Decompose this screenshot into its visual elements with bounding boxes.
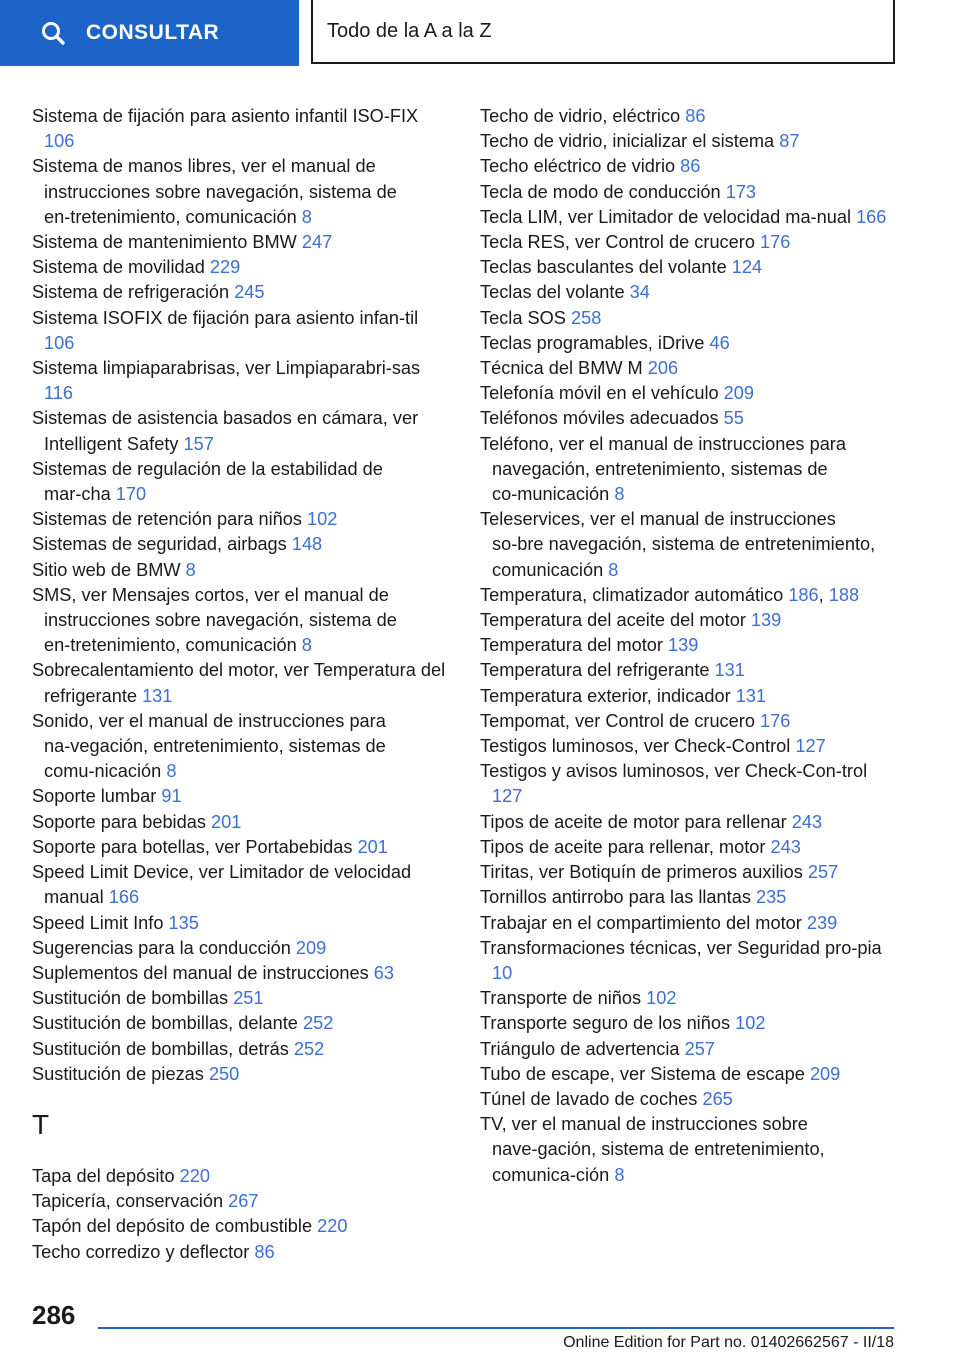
index-entry — [480, 658, 892, 683]
index-term: Sistema de fijación para asiento infantil ISO‑FIX — [32, 106, 419, 126]
index-term: Temperatura del motor — [480, 635, 669, 656]
index-entry — [480, 911, 892, 936]
index-entry — [480, 280, 892, 305]
index-entry — [32, 280, 452, 305]
page-link[interactable]: 186 — [788, 584, 819, 605]
page-link[interactable]: 251 — [233, 988, 264, 1009]
index-entry — [480, 1112, 892, 1188]
index-entry — [32, 911, 452, 936]
index-term: Soporte para botellas, ver Portabebidas — [32, 836, 358, 857]
index-entry — [480, 1062, 892, 1087]
page-link[interactable]: 201 — [357, 836, 388, 857]
page-link[interactable]: 257 — [807, 862, 839, 883]
page-link[interactable]: 131 — [714, 660, 745, 681]
index-entry — [480, 1011, 892, 1036]
index-term: Sistema de refrigeración — [32, 282, 235, 303]
page-link[interactable]: 102 — [735, 1013, 766, 1034]
letter-heading: T — [32, 1108, 50, 1140]
edition-text: Online Edition for Part no. 01402662567 - II/18 — [563, 1334, 894, 1351]
index-term: Transporte seguro de los niños — [480, 1013, 736, 1034]
index-entry — [32, 1214, 452, 1239]
index-term: Telefonía móvil en el vehículo — [480, 383, 724, 404]
page-link[interactable]: 170 — [115, 484, 147, 505]
page-link[interactable]: 157 — [183, 433, 214, 454]
index-term: Tubo de escape, ver Sistema de escape — [480, 1063, 810, 1084]
page-link[interactable]: 245 — [234, 282, 265, 303]
consultar-button[interactable] — [0, 0, 299, 66]
index-term: Teleservices, ver el manual de instrucciones so‑bre navegación, sistema de entretenimiento, comunicación — [480, 509, 876, 580]
page-link[interactable]: 176 — [760, 232, 791, 253]
index-entry — [32, 1240, 452, 1265]
index-term: Teclas basculantes del volante — [480, 257, 732, 278]
index-term: Testigos y avisos luminosos, ver Check‑Con‑trol — [480, 761, 868, 782]
page-link[interactable]: 8 — [301, 635, 312, 656]
index-entry — [32, 1164, 452, 1189]
index-entry — [480, 835, 892, 860]
index-term: Soporte para bebidas — [32, 811, 211, 832]
page-link[interactable]: 235 — [755, 887, 787, 908]
index-term: Teclas programables, iDrive — [480, 332, 710, 353]
index-entry — [480, 104, 892, 129]
index-entry — [480, 406, 892, 431]
index-entry — [32, 583, 452, 659]
index-term: Sistemas de seguridad, airbags — [32, 534, 292, 555]
page-link[interactable]: 8 — [166, 761, 177, 782]
page-link[interactable]: 63 — [373, 962, 394, 983]
page-link[interactable]: 127 — [492, 786, 523, 807]
page-link[interactable]: 243 — [770, 836, 801, 857]
page-link[interactable]: 209 — [295, 937, 327, 958]
page-link[interactable]: 148 — [291, 534, 323, 555]
index-entry — [32, 406, 452, 456]
index-term: Soporte lumbar — [32, 786, 162, 807]
page-link[interactable]: 34 — [629, 282, 650, 303]
index-entry — [32, 986, 452, 1011]
index-term: Tecla SOS — [480, 307, 571, 328]
index-entry — [480, 205, 892, 230]
index-term: Sistema de manos libres, ver el manual de instrucciones sobre navegación, sistema de en‑tretenimiento, comunicación — [32, 156, 397, 227]
index-term: Transformaciones técnicas, ver Seguridad pro‑pia — [480, 937, 882, 958]
index-term: Transporte de niños — [480, 988, 647, 1009]
index-entry — [32, 1011, 452, 1036]
index-term: Sistema limpiaparabrisas, ver Limpiaparabri‑sas — [32, 358, 421, 379]
index-term: Tipos de aceite para rellenar, motor — [480, 836, 771, 857]
index-entry — [480, 154, 892, 179]
index-term: Sobrecalentamiento del motor, ver Temperatura del refrigerante — [32, 660, 446, 706]
index-term: Teclas del volante — [480, 282, 630, 303]
page-link[interactable]: 124 — [731, 257, 763, 278]
page-link[interactable]: 267 — [228, 1191, 259, 1212]
page-link[interactable]: 229 — [209, 257, 241, 278]
index-term: Trabajar en el compartimiento del motor — [480, 912, 807, 933]
page-separator: , — [818, 584, 829, 605]
index-entry — [480, 1087, 892, 1112]
page-link[interactable]: 176 — [760, 710, 791, 731]
page-link[interactable]: 116 — [44, 383, 73, 404]
index-term: Techo eléctrico de vidrio — [480, 156, 681, 177]
index-entry — [32, 507, 452, 532]
index-term: Temperatura del aceite del motor — [480, 610, 751, 631]
page-link[interactable]: 139 — [668, 635, 699, 656]
page-link[interactable]: 55 — [723, 408, 744, 429]
index-entry — [480, 129, 892, 154]
index-entry — [32, 835, 452, 860]
index-term: Túnel de lavado de coches — [480, 1088, 703, 1109]
index-entry — [480, 1037, 892, 1062]
consultar-label: CONSULTAR — [86, 21, 220, 44]
index-entry — [480, 356, 892, 381]
page-link[interactable]: 258 — [570, 307, 602, 328]
index-entry — [480, 608, 892, 633]
page-link[interactable]: 252 — [293, 1038, 325, 1059]
index-entry — [32, 104, 452, 154]
index-entry — [480, 986, 892, 1011]
page-link[interactable]: 201 — [210, 811, 242, 832]
page-link[interactable]: 106 — [44, 131, 75, 152]
page-link[interactable]: 8 — [614, 1164, 625, 1185]
index-entry — [480, 381, 892, 406]
page-link[interactable]: 247 — [301, 232, 333, 253]
page-link[interactable]: 8 — [185, 559, 196, 580]
page-link[interactable]: 173 — [725, 181, 757, 202]
index-term: Tecla RES, ver Control de crucero — [480, 232, 760, 253]
index-term: Teléfono, ver el manual de instrucciones para navegación, entretenimiento, sistemas de co‑municación — [480, 433, 846, 505]
index-term: Técnica del BMW M — [480, 358, 648, 379]
index-term: TV, ver el manual de instrucciones sobre nave‑gación, sistema de entretenimiento, comunica‑ción — [480, 1114, 825, 1185]
section-tab[interactable] — [311, 0, 895, 64]
index-entry — [32, 532, 452, 557]
index-entry — [480, 306, 892, 331]
page-link[interactable]: 252 — [302, 1013, 334, 1034]
index-term: Sistemas de retención para niños — [32, 509, 307, 530]
page-link[interactable]: 106 — [44, 332, 75, 353]
index-entry — [480, 684, 892, 709]
page-link[interactable]: 188 — [828, 584, 860, 605]
index-entry — [480, 936, 892, 986]
index-entry — [480, 507, 892, 583]
page-link[interactable]: 166 — [856, 206, 887, 227]
index-entry — [32, 658, 452, 708]
index-term: Temperatura del refrigerante — [480, 660, 715, 681]
page-link[interactable]: 220 — [317, 1216, 348, 1237]
page-link[interactable]: 102 — [646, 988, 677, 1009]
index-entry — [32, 709, 452, 785]
index-term: Sistema de movilidad — [32, 257, 210, 278]
index-term: Techo de vidrio, eléctrico — [480, 106, 686, 126]
index-term: Speed Limit Device, ver Limitador de velocidad manual — [32, 862, 412, 908]
index-term: Temperatura exterior, indicador — [480, 685, 736, 706]
index-entry — [480, 810, 892, 835]
index-entry — [480, 860, 892, 885]
page-link[interactable]: 10 — [492, 962, 513, 983]
page-link[interactable]: 127 — [795, 736, 826, 757]
page-link[interactable]: 91 — [161, 786, 182, 807]
page-link[interactable]: 250 — [208, 1063, 240, 1084]
page-link[interactable]: 102 — [307, 509, 338, 530]
page-link[interactable]: 265 — [702, 1088, 733, 1109]
index-term: Tecla de modo de conducción — [480, 181, 726, 202]
index-entry — [32, 1189, 452, 1214]
index-term: Tapa del depósito — [32, 1165, 180, 1186]
index-entry — [480, 759, 892, 809]
index-entry — [32, 457, 452, 507]
page-link[interactable]: 8 — [301, 206, 312, 227]
index-term: Techo de vidrio, inicializar el sistema — [480, 131, 780, 152]
page-link[interactable]: 131 — [142, 685, 173, 706]
footer-divider — [98, 1327, 894, 1329]
index-term: Tipos de aceite de motor para rellenar — [480, 811, 792, 832]
index-entry — [480, 331, 892, 356]
index-entry — [480, 633, 892, 658]
page-link[interactable]: 206 — [647, 358, 679, 379]
index-term: Sustitución de piezas — [32, 1063, 209, 1084]
page-link[interactable]: 257 — [684, 1038, 715, 1059]
index-term: Sitio web de BMW — [32, 559, 186, 580]
index-term: Sistemas de regulación de la estabilidad de mar‑cha — [32, 458, 383, 505]
index-entry — [32, 154, 452, 230]
index-entry — [32, 1037, 452, 1062]
index-entry — [480, 734, 892, 759]
page-link[interactable]: 87 — [779, 131, 800, 152]
index-term: Tecla LIM, ver Limitador de velocidad ma‑nual — [480, 206, 857, 227]
section-title: Todo de la A a la Z — [327, 19, 492, 42]
index-term: Sistema ISOFIX de fijación para asiento infan‑til — [32, 307, 419, 328]
page-link[interactable]: 220 — [179, 1165, 210, 1186]
index-term: Testigos luminosos, ver Check‑Control — [480, 736, 796, 757]
index-term: Speed Limit Info — [32, 912, 169, 933]
page-link[interactable]: 86 — [680, 156, 701, 177]
index-term: Sistemas de asistencia basados en cámara, ver Intelligent Safety — [32, 408, 419, 454]
page-link[interactable]: 86 — [685, 106, 706, 126]
index-term: Temperatura, climatizador automático — [480, 584, 789, 605]
page-link[interactable]: 8 — [614, 484, 625, 505]
page-link[interactable]: 139 — [750, 610, 782, 631]
index-term: Sustitución de bombillas, detrás — [32, 1038, 294, 1059]
page-link[interactable]: 239 — [806, 912, 838, 933]
index-entry — [32, 810, 452, 835]
page-link[interactable]: 209 — [809, 1063, 841, 1084]
index-term: Tiritas, ver Botiquín de primeros auxilios — [480, 862, 808, 883]
index-term: Sonido, ver el manual de instrucciones para na‑vegación, entretenimiento, sistemas de comu‑nicación — [32, 710, 386, 782]
page-link[interactable]: 46 — [709, 332, 730, 353]
page-link[interactable]: 86 — [254, 1241, 275, 1262]
index-term: Sustitución de bombillas — [32, 988, 234, 1009]
index-term: Sustitución de bombillas, delante — [32, 1013, 303, 1034]
index-entry — [480, 583, 892, 608]
index-entry — [32, 558, 452, 583]
index-term: Suplementos del manual de instrucciones — [32, 962, 374, 983]
index-term: Tornillos antirrobo para las llantas — [480, 887, 756, 908]
header — [0, 0, 960, 66]
index-entry — [32, 255, 452, 280]
index-entry — [480, 230, 892, 255]
index-entry — [480, 432, 892, 508]
index-entry — [32, 356, 452, 406]
page-link[interactable]: 209 — [723, 383, 755, 404]
index-term: Triángulo de advertencia — [480, 1038, 685, 1059]
index-entry — [32, 306, 452, 356]
index-entry — [32, 860, 452, 910]
page-link[interactable]: 135 — [168, 912, 199, 933]
index-entry — [480, 885, 892, 910]
index-term: Teléfonos móviles adecuados — [480, 408, 724, 429]
index-term: Tempomat, ver Control de crucero — [480, 710, 760, 731]
index-term: Sugerencias para la conducción — [32, 937, 296, 958]
index-column-right — [480, 104, 892, 1188]
index-term: Tapicería, conservación — [32, 1191, 229, 1212]
index-entry — [480, 709, 892, 734]
page-link[interactable]: 8 — [608, 559, 619, 580]
search-icon — [40, 20, 66, 46]
index-term: SMS, ver Mensajes cortos, ver el manual de instrucciones sobre navegación, sistema de en‑tretenimiento, comunicación — [32, 584, 397, 656]
page-link[interactable]: 243 — [791, 811, 823, 832]
index-term: Techo corredizo y deflector — [32, 1241, 255, 1262]
index-entry — [32, 936, 452, 961]
page-link[interactable]: 166 — [108, 887, 140, 908]
index-entry — [32, 1062, 452, 1087]
page-number: 286 — [32, 1300, 76, 1330]
index-entry — [480, 180, 892, 205]
index-entry — [32, 230, 452, 255]
index-term: Sistema de mantenimiento BMW — [32, 232, 302, 253]
index-term: Tapón del depósito de combustible — [32, 1216, 318, 1237]
index-entry — [480, 255, 892, 280]
index-entry — [32, 961, 452, 986]
index-entry — [32, 784, 452, 809]
index-column-left — [32, 104, 452, 1265]
page-link[interactable]: 131 — [735, 685, 767, 706]
